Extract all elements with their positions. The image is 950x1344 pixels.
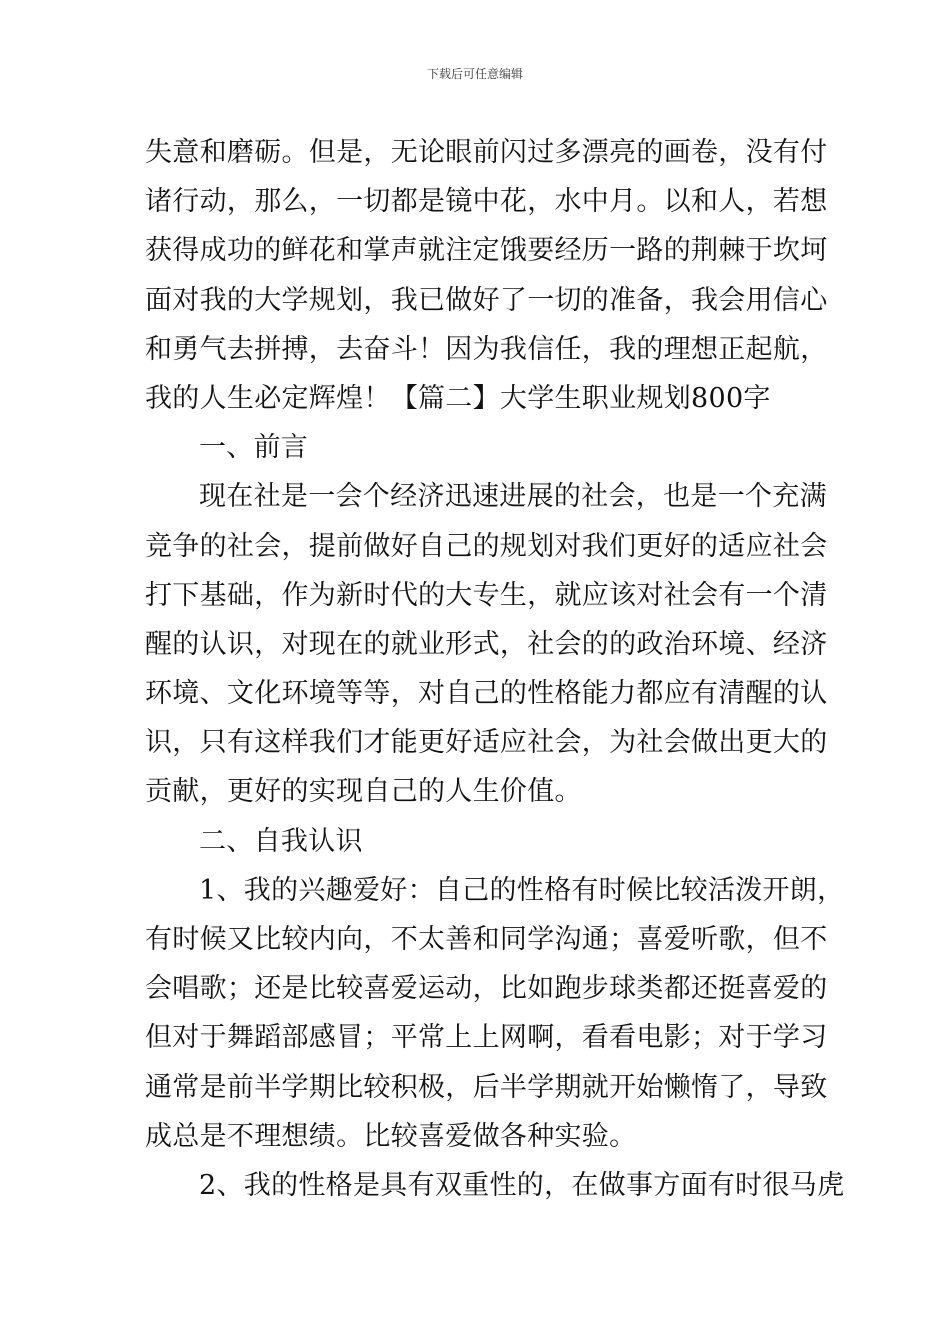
- text-line: 通常是前半学期比较积极，后半学期就开始懒惰了，导致: [145, 1071, 828, 1103]
- text-line: 打下基础，作为新时代的大专生，就应该对社会有一个清: [145, 579, 828, 611]
- text-line: 我的人生必定辉煌！【篇二】大学生职业规划800字: [145, 382, 771, 414]
- paragraph-first-line: 现在社是一会个经济迅速进展的社会，也是一个充满: [199, 481, 827, 513]
- text-line: 环境、文化环境等等，对自己的性格能力都应有清醒的认: [145, 678, 828, 710]
- text-line: 失意和磨砺。但是，无论眼前闪过多漂亮的画卷，没有付: [145, 137, 828, 168]
- text-line: 诸行动，那么，一切都是镜中花，水中月。以和人，若想: [145, 186, 828, 218]
- page-header: 下载后可任意编辑: [426, 67, 523, 81]
- text-line: 贡献，更好的实现自己的人生价值。: [145, 776, 582, 808]
- text-line: 会唱歌；还是比较喜爱运动，比如跑步球类都还挺喜爱的: [145, 973, 828, 1005]
- document-body: [145, 128, 845, 1210]
- text-line: 面对我的大学规划，我已做好了一切的准备，我会用信心: [145, 284, 828, 316]
- text-line: 醒的认识，对现在的就业形式，社会的的政治环境、经济: [145, 628, 828, 660]
- text-line: 竞争的社会，提前做好自己的规划对我们更好的适应社会: [145, 530, 828, 562]
- text-line: 但对于舞蹈部感冒；平常上上网啊，看看电影；对于学习: [145, 1022, 828, 1054]
- text-line: 成总是不理想绩。比较喜爱做各种实验。: [145, 1120, 637, 1152]
- section-heading: 一、前言: [199, 432, 309, 464]
- paragraph-first-line: 2、我的性格是具有双重性的，在做事方面有时很马虎: [199, 1169, 845, 1201]
- text-line: 识，只有这样我们才能更好适应社会，为社会做出更大的: [145, 727, 828, 759]
- paragraph-first-line: 1、我的兴趣爱好：自己的性格有时候比较活泼开朗，: [199, 874, 845, 906]
- text-line: 获得成功的鲜花和掌声就注定饿要经历一路的荆棘于坎坷: [145, 235, 828, 267]
- section-heading: 二、自我认识: [199, 825, 363, 857]
- text-line: 有时候又比较内向，不太善和同学沟通；喜爱听歌，但不: [145, 924, 828, 955]
- text-line: 和勇气去拼搏，去奋斗！因为我信任，我的理想正起航，: [145, 333, 828, 365]
